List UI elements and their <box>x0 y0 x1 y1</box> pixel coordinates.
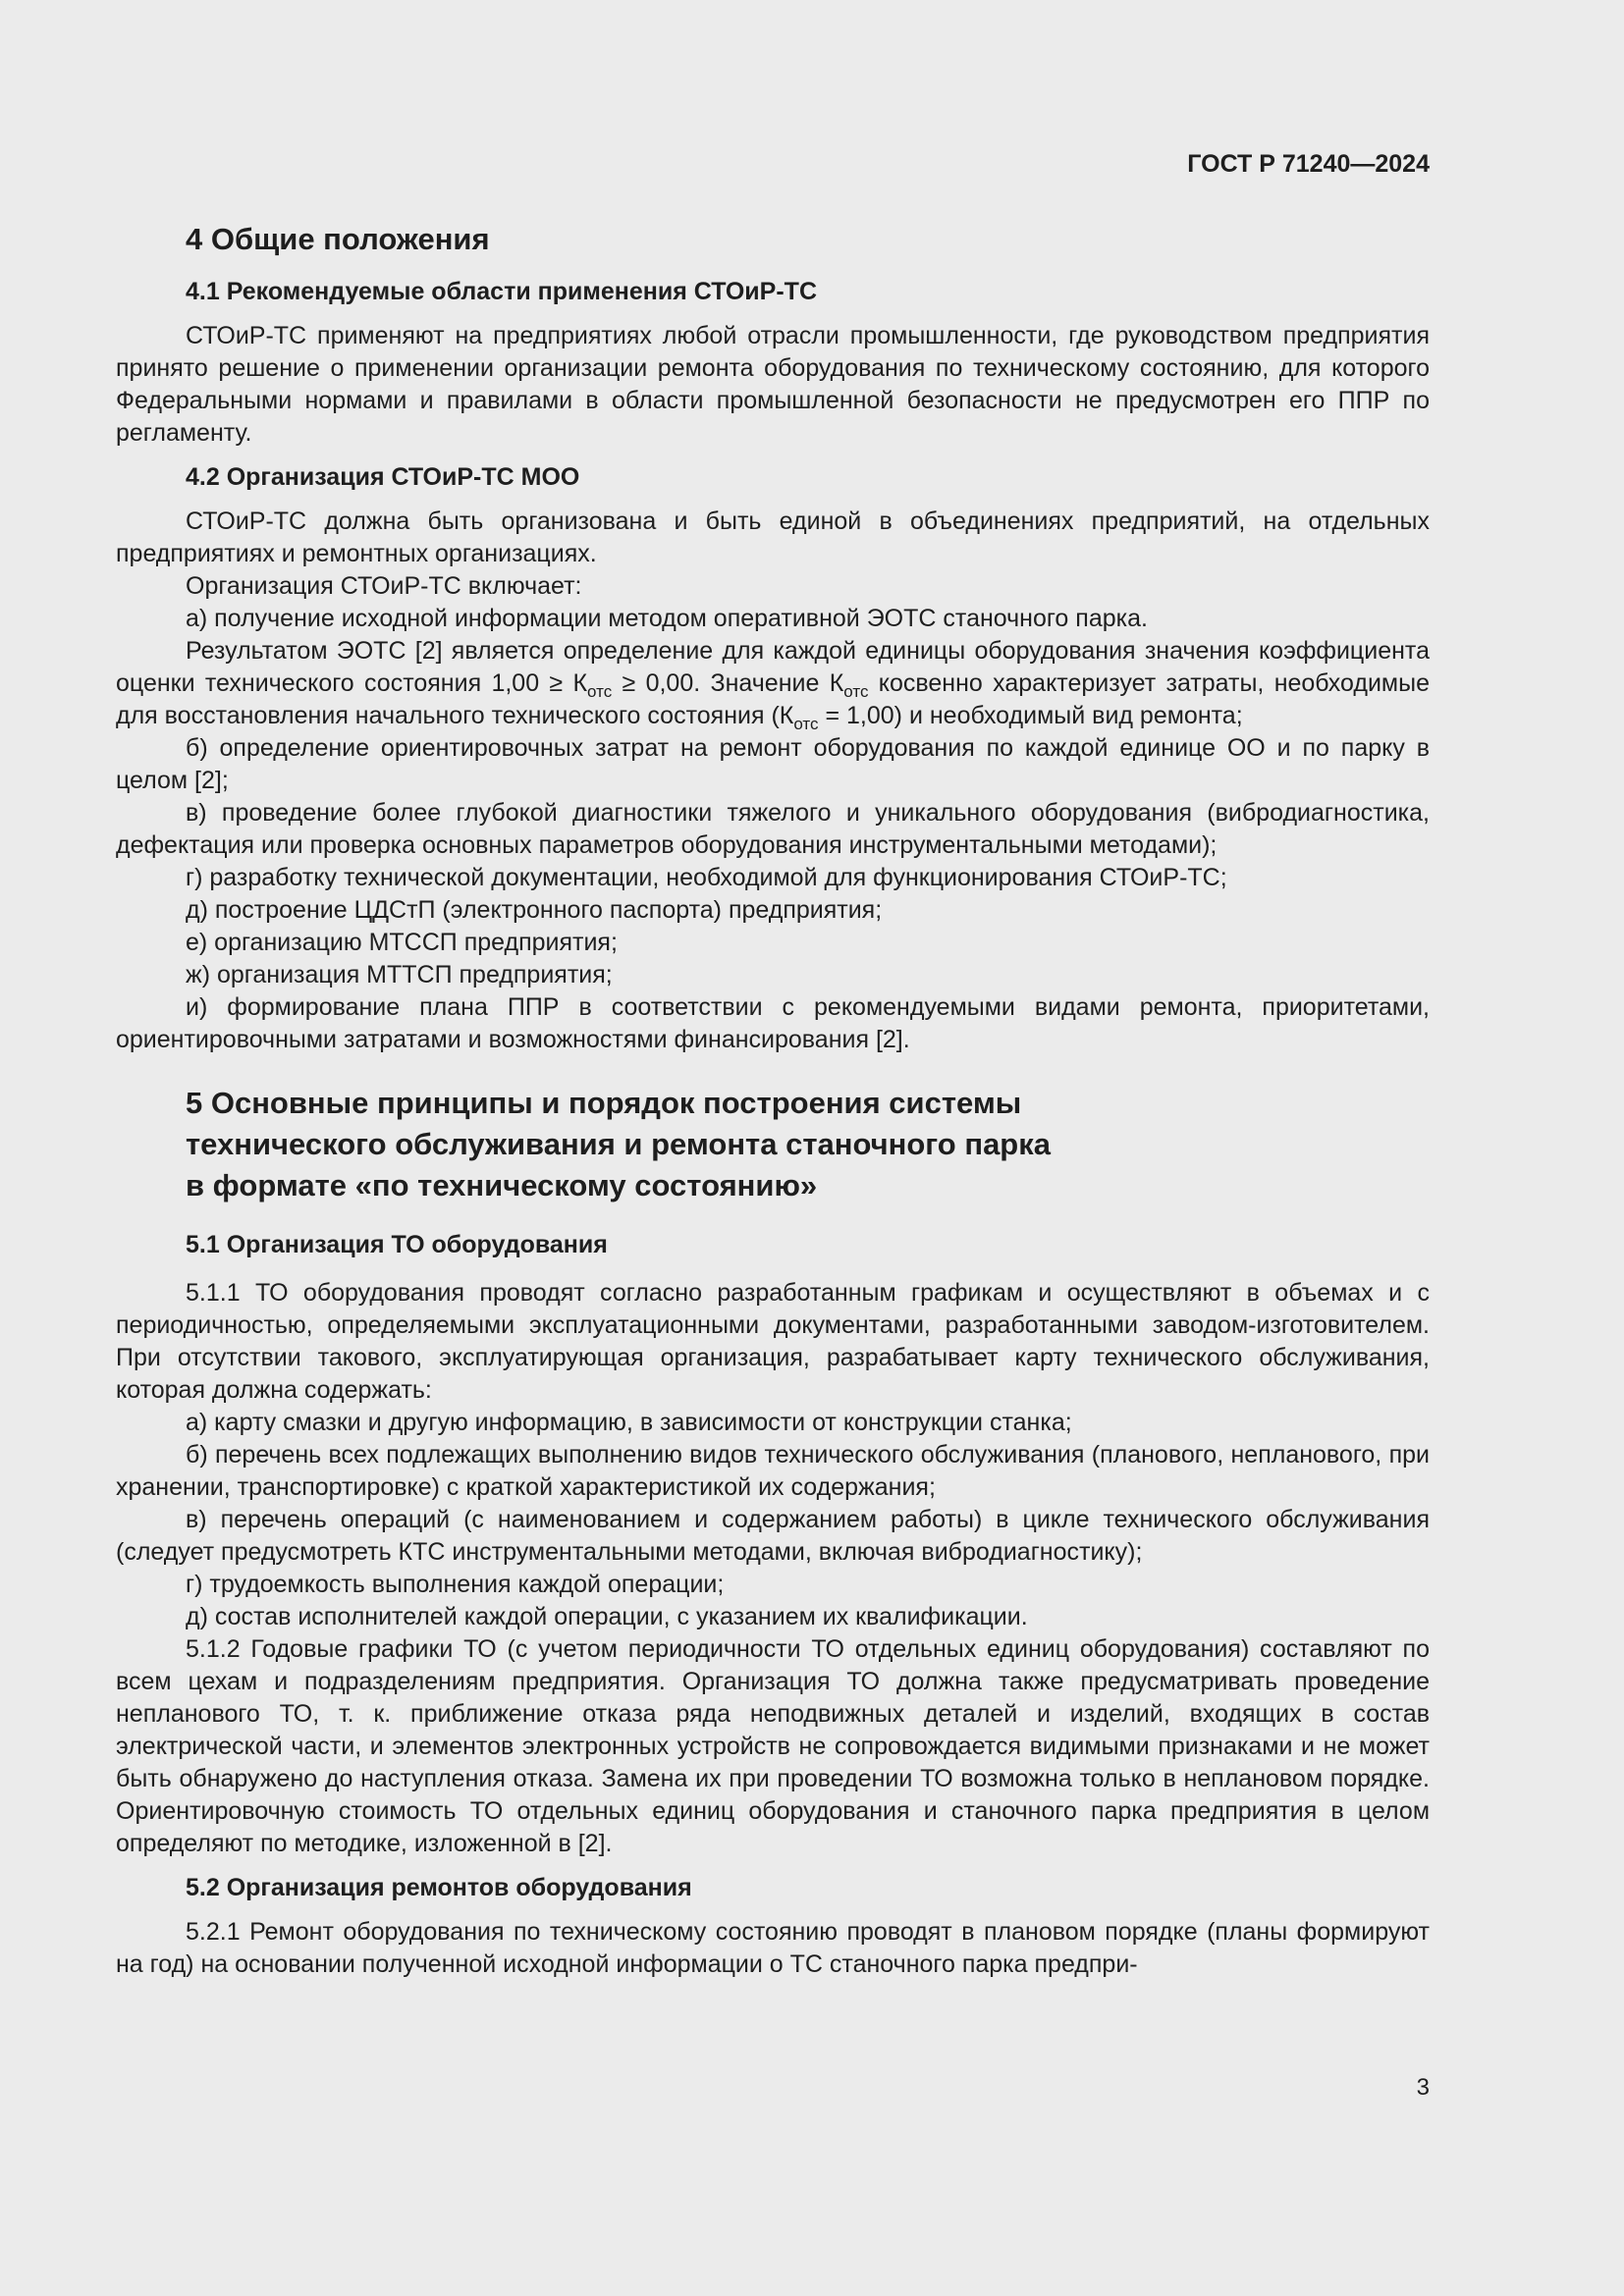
section-4-1-heading: 4.1 Рекомендуемые области применения СТОиР-ТС <box>186 278 817 305</box>
section-4-2-heading: 4.2 Организация СТОиР-ТС МОО <box>186 463 580 491</box>
list-item-e: е) организацию МТССП предприятия; <box>186 929 618 956</box>
subscript-otc: отс <box>793 715 819 733</box>
result-text-1: Результатом ЭОТС [2] является определение для каждой единицы оборудования значения коэффициента оценки технического состояния 1,00 ≥ К <box>116 637 1430 697</box>
section-5-heading-line-3: в формате «по техническому состоянию» <box>186 1168 818 1202</box>
result-paragraph <box>116 635 1430 732</box>
subscript-otc: отс <box>843 682 869 701</box>
list-item-zh: ж) организация МТТСП предприятия; <box>186 961 613 988</box>
list-item-d: д) построение ЦДСтП (электронного паспорта) предприятия; <box>186 896 883 924</box>
section-5-2-heading: 5.2 Организация ремонтов оборудования <box>186 1874 692 1901</box>
section-4-2-paragraph-1: СТОиР-ТС должна быть организована и быть единой в объединениях предприятий, на отдельных предприятиях и ремонтных организациях. <box>116 507 1430 567</box>
list-item-b: б) перечень всех подлежащих выполнению видов технического обслуживания (планового, непланового, при хранении, транспортировке) с краткой характеристикой их содержания; <box>116 1441 1430 1501</box>
list-item-v: в) перечень операций (с наименованием и содержанием работы) в цикле технического обслуживания (следует предусмотреть КТС инструментальными методами, включая вибродиагностику); <box>116 1506 1430 1566</box>
result-text-4: = 1,00) и необходимый вид ремонта; <box>818 702 1243 729</box>
paragraph-5-1-2: 5.1.2 Годовые графики ТО (с учетом периодичности ТО отдельных единиц оборудования) составляют по всем цехам и подразделениям предприятия. Организация ТО должна также предусматривать проведение непланового ТО, т. к. приближение отказа ряда неподвижных деталей и изделий, входящих в состав электрической части, и элементов электронных устройств не сопровождается видимыми признаками и не может быть обнаружено до наступления отказа. Замена их при проведении ТО возможна только в неплановом порядке. Ориентировочную стоимость ТО отдельных единиц оборудования и станочного парка предприятия в целом определяют по методике, изложенной в [2]. <box>116 1635 1430 1857</box>
subscript-otc: отс <box>587 682 613 701</box>
section-4-heading: 4 Общие положения <box>186 222 490 256</box>
result-text-3: косвенно характеризует затраты, необходимые для восстановления начального технического состояния (К <box>116 669 1430 729</box>
paragraph-5-1-1: 5.1.1 ТО оборудования проводят согласно разработанным графикам и осуществляют в объемах и с периодичностью, определяемыми эксплуатационными документами, разработанными заводом-изготовителем. При отсутствии такового, эксплуатирующая организация, разрабатывает карту технического обслуживания, которая должна содержать: <box>116 1279 1430 1404</box>
list-item-g: г) трудоемкость выполнения каждой операции; <box>186 1571 725 1598</box>
document-header: ГОСТ Р 71240—2024 <box>1187 150 1430 178</box>
section-4-2-paragraph-2: Организация СТОиР-ТС включает: <box>186 572 582 600</box>
list-item-b: б) определение ориентировочных затрат на ремонт оборудования по каждой единице ОО и по парку в целом [2]; <box>116 734 1430 794</box>
paragraph-5-2-1: 5.2.1 Ремонт оборудования по техническому состоянию проводят в плановом порядке (планы формируют на год) на основании полученной исходной информации о ТС станочного парка предпри- <box>116 1918 1430 1978</box>
section-5-heading <box>116 1083 1430 1206</box>
section-4-1-paragraph: СТОиР-ТС применяют на предприятиях любой отрасли промышленности, где руководством предприятия принято решение о применении организации ремонта оборудования по техническому состоянию, для которого Федеральными нормами и правилами в области промышленной безопасности не предусмотрен его ППР по регламенту. <box>116 322 1430 447</box>
page-number: 3 <box>1416 2074 1430 2101</box>
list-item-a: а) карту смазки и другую информацию, в зависимости от конструкции станка; <box>186 1409 1072 1436</box>
result-text-2: ≥ 0,00. Значение К <box>612 669 844 697</box>
section-5-1-heading: 5.1 Организация ТО оборудования <box>186 1231 608 1258</box>
list-item-d: д) состав исполнителей каждой операции, с указанием их квалификации. <box>186 1603 1028 1630</box>
list-item-a: а) получение исходной информации методом оперативной ЭОТС станочного парка. <box>186 605 1148 632</box>
section-5-heading-line-1: 5 Основные принципы и порядок построения системы <box>186 1086 1022 1120</box>
list-item-g: г) разработку технической документации, необходимой для функционирования СТОиР-ТС; <box>186 864 1227 891</box>
list-item-v: в) проведение более глубокой диагностики тяжелого и уникального оборудования (вибродиагностика, дефектация или проверка основных параметров оборудования инструментальными методами); <box>116 799 1430 859</box>
document-body <box>116 219 1430 1981</box>
list-item-i: и) формирование плана ППР в соответствии с рекомендуемыми видами ремонта, приоритетами, ориентировочными затратами и возможностями финансирования [2]. <box>116 993 1430 1053</box>
section-5-heading-line-2: технического обслуживания и ремонта станочного парка <box>186 1127 1052 1161</box>
